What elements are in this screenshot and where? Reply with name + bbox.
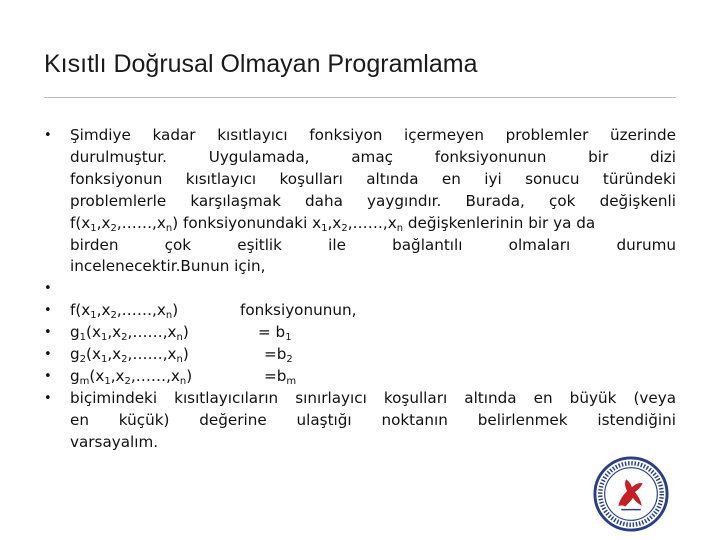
- formula-g1-rhs: = $b_1$: [258, 323, 292, 344]
- list-item-intro: [44, 125, 676, 278]
- closing-line-2: en küçük) değerine ulaştığı noktanın belirlenmek istendiğini: [70, 410, 676, 429]
- title-divider: [44, 97, 676, 98]
- intro-line-7: incelenecektir.Bunun için,: [70, 257, 266, 276]
- intro-line-2: durulmuştur. Uygulamada, amaç fonksiyonunun bir dizi: [70, 147, 676, 166]
- intro-line-6: birden çok eşitlik ile bağlantılı olmaları durumu: [70, 235, 676, 254]
- slide-title: Kısıtlı Doğrusal Olmayan Programlama: [44, 50, 478, 78]
- list-item-formula-g2: • $g_2(x_1,x_2,\dots\dots,x_n) =b_2$: [44, 344, 676, 366]
- closing-line-3: varsayalım.: [70, 432, 159, 451]
- list-item-formula-f: • $f(x_1,x_2,\dots\dots,x_n)$ fonksiyonunun,: [44, 300, 676, 322]
- intro-line-4: problemlerle karşılaşmak daha yaygındır. Burada, çok değişkenli: [70, 191, 676, 210]
- list-item-empty: [44, 278, 676, 300]
- university-seal-icon: [592, 455, 670, 533]
- intro-line-1: • Şimdiye kadar kısıtlayıcı fonksiyon içermeyen problemler üzerinde: [70, 126, 676, 144]
- list-item-closing: [44, 388, 676, 454]
- formula-f-rhs: fonksiyonunun,: [240, 301, 357, 320]
- bullet-list: [44, 125, 676, 454]
- intro-line-5: $f(x_1,x_2,\dots\dots,x_n)$ fonksiyonundaki $x_1,x_2,\dots\dots,x_n$ değişkenlerinin bir ya da: [70, 213, 596, 234]
- formula-gm-rhs: $=b_m$: [264, 366, 297, 387]
- closing-line-1: • biçimindeki kısıtlayıcıların sınırlayıcı koşulları altında en büyük (veya: [70, 388, 676, 407]
- formula-g2-rhs: $=b_2$: [264, 345, 293, 366]
- list-item-formula-g1: • $g_1(x_1,x_2,\dots\dots,x_n) = b_1$: [44, 322, 676, 344]
- list-item-formula-gm: • $g_m(x_1,x_2,\dots\dots,x_n) =b_m$: [44, 366, 676, 388]
- intro-line-3: fonksiyonun kısıtlayıcı koşulları altında en iyi sonucu türündeki: [70, 169, 676, 188]
